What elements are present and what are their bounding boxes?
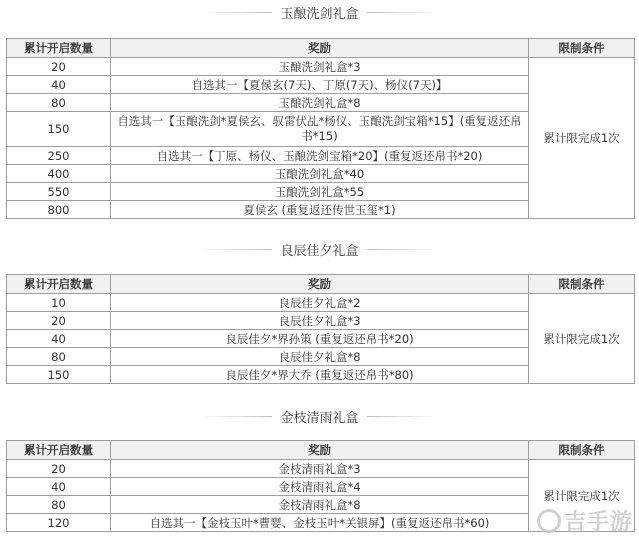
- table-row: [7, 294, 635, 312]
- cell-count: 400: [7, 165, 111, 183]
- cell-count: 20: [7, 58, 111, 76]
- header-reward: 奖励: [111, 441, 529, 460]
- cell-count: 80: [7, 348, 111, 366]
- section-title-bar: [0, 404, 639, 428]
- cell-count: 40: [7, 330, 111, 348]
- section-title: 玉酿洗剑礼盒: [272, 3, 366, 22]
- section-title-bar: [0, 0, 639, 24]
- header-count: 累计开启数量: [7, 441, 111, 460]
- table-row: [7, 58, 635, 76]
- header-count: 累计开启数量: [7, 39, 111, 58]
- section-title: 良辰佳夕礼盒: [272, 240, 366, 259]
- cell-reward: 自选其一【玉酿洗剑*夏侯玄、驭雷伏乩*杨仪、玉酿洗剑宝箱*15】(重复返还帛书*15): [111, 112, 529, 147]
- title-divider-right: [367, 249, 439, 250]
- cell-reward: 玉酿洗剑礼盒*55: [111, 183, 529, 201]
- cell-reward: 自选其一【金枝玉叶*曹婴、金枝玉叶*关银屏】(重复返还帛书*60): [111, 514, 529, 532]
- cell-count: 550: [7, 183, 111, 201]
- reward-table: [6, 38, 635, 219]
- cell-count: 800: [7, 201, 111, 219]
- cell-reward: 玉酿洗剑礼盒*40: [111, 165, 529, 183]
- title-divider-left: [200, 12, 272, 13]
- cell-reward: 自选其一【丁原、杨仪、玉酿洗剑宝箱*20】(重复返还帛书*20): [111, 147, 529, 165]
- title-divider-left: [200, 416, 272, 417]
- cell-count: 20: [7, 312, 111, 330]
- cell-count: 80: [7, 496, 111, 514]
- header-limit: 限制条件: [529, 275, 635, 294]
- cell-reward: 玉酿洗剑礼盒*3: [111, 58, 529, 76]
- header-count: 累计开启数量: [7, 275, 111, 294]
- table-header-row: [7, 39, 635, 58]
- cell-reward: 金枝清雨礼盒*8: [111, 496, 529, 514]
- cell-reward: 良辰佳夕礼盒*2: [111, 294, 529, 312]
- title-divider-left: [200, 249, 272, 250]
- header-limit: 限制条件: [529, 39, 635, 58]
- cell-limit: 累计限完成1次: [529, 460, 635, 532]
- watermark-logo-icon: [537, 509, 561, 533]
- cell-count: 150: [7, 366, 111, 384]
- cell-reward: 良辰佳夕*界大乔 (重复返还帛书*80): [111, 366, 529, 384]
- cell-reward: 金枝清雨礼盒*4: [111, 478, 529, 496]
- cell-reward: 玉酿洗剑礼盒*8: [111, 94, 529, 112]
- cell-limit: 累计限完成1次: [529, 294, 635, 384]
- cell-count: 10: [7, 294, 111, 312]
- cell-reward: 自选其一【夏侯玄(7天)、丁原(7天)、杨仪(7天)】: [111, 76, 529, 94]
- table-header-row: [7, 441, 635, 460]
- reward-table: [6, 274, 635, 384]
- section-liangchen: [0, 237, 639, 382]
- cell-limit: 累计限完成1次: [529, 58, 635, 219]
- title-divider-right: [367, 416, 439, 417]
- header-reward: 奖励: [111, 275, 529, 294]
- title-divider-right: [367, 12, 439, 13]
- watermark-text: 吉手游: [563, 510, 633, 535]
- cell-count: 40: [7, 76, 111, 94]
- table-row: [7, 460, 635, 478]
- cell-reward: 夏侯玄 (重复返还传世玉玺*1): [111, 201, 529, 219]
- cell-reward: 良辰佳夕礼盒*8: [111, 348, 529, 366]
- cell-count: 80: [7, 94, 111, 112]
- cell-reward: 金枝清雨礼盒*3: [111, 460, 529, 478]
- cell-count: 20: [7, 460, 111, 478]
- cell-count: 150: [7, 112, 111, 147]
- cell-reward: 良辰佳夕*界孙策 (重复返还帛书*20): [111, 330, 529, 348]
- section-title: 金枝清雨礼盒: [272, 407, 366, 426]
- section-title-bar: [0, 237, 639, 261]
- cell-count: 250: [7, 147, 111, 165]
- cell-count: 120: [7, 514, 111, 532]
- cell-count: 40: [7, 478, 111, 496]
- site-watermark: [537, 505, 633, 536]
- table-header-row: [7, 275, 635, 294]
- section-yuniang: [0, 0, 639, 217]
- cell-reward: 良辰佳夕礼盒*3: [111, 312, 529, 330]
- header-reward: 奖励: [111, 39, 529, 58]
- header-limit: 限制条件: [529, 441, 635, 460]
